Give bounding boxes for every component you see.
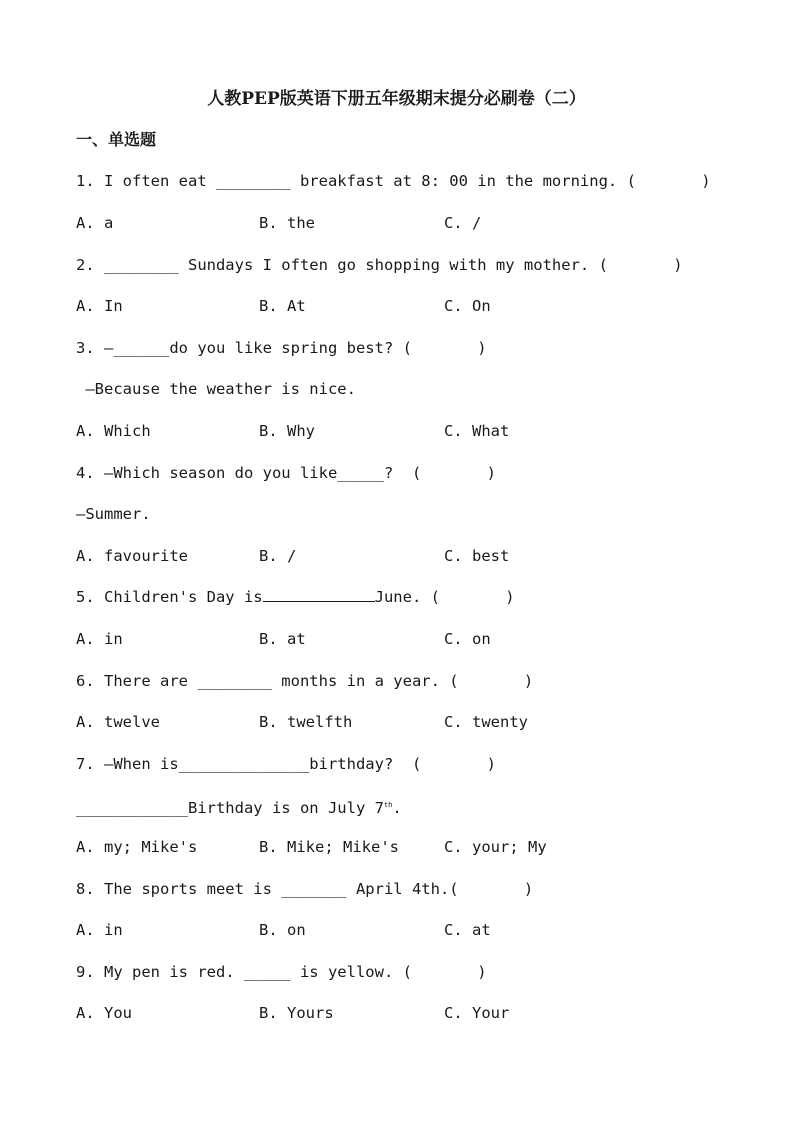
question-8: 8. The sports meet is _______ April 4th.( ) (76, 880, 534, 898)
q4-option-b: B. / (259, 547, 297, 565)
q6-option-c: C. twenty (444, 713, 528, 731)
question-4: 4. —Which season do you like_____? ( ) (76, 464, 496, 482)
q1-option-b: B. the (259, 214, 315, 232)
q3-option-b: B. Why (259, 422, 315, 440)
q5-option-b: B. at (259, 630, 306, 648)
section-heading: 一、单选题 (76, 130, 157, 149)
q4-option-a: A. favourite (76, 547, 188, 565)
q2-option-b: B. At (259, 297, 306, 315)
question-3: 3. —______do you like spring best? ( ) (76, 339, 487, 357)
q1-option-a: A. a (76, 214, 114, 232)
ordinal-suffix: th (383, 801, 393, 809)
q5-option-a: A. in (76, 630, 123, 648)
question-5-part-a: 5. Children's Day is (76, 588, 263, 606)
q6-option-b: B. twelfth (259, 713, 353, 731)
q1-option-c: C. / (444, 214, 482, 232)
question-7-reply-end: . (392, 799, 402, 818)
question-3-reply: —Because the weather is nice. (76, 380, 356, 398)
q3-option-a: A. Which (76, 422, 151, 440)
q2-option-a: A. In (76, 297, 123, 315)
question-5 (76, 587, 515, 607)
q9-option-c: C. Your (444, 1004, 510, 1022)
question-6: 6. There are ________ months in a year. ( ) (76, 672, 534, 690)
question-5-part-b: June. ( ) (374, 588, 515, 606)
question-7-reply-text: ____________Birthday is on July 7 (76, 799, 384, 818)
question-4-reply: —Summer. (76, 505, 151, 523)
q3-option-c: C. What (444, 422, 510, 440)
q4-option-c: C. best (444, 547, 510, 565)
q9-option-a: A. You (76, 1004, 132, 1022)
q8-option-b: B. on (259, 921, 306, 939)
q5-option-c: C. on (444, 630, 491, 648)
question-7: 7. —When is______________birthday? ( ) (76, 755, 496, 773)
question-1: 1. I often eat ________ breakfast at 8: 00 in the morning. ( ) (76, 172, 711, 190)
q2-option-c: C. On (444, 297, 491, 315)
question-9: 9. My pen is red. _____ is yellow. ( ) (76, 963, 487, 981)
q8-option-c: C. at (444, 921, 491, 939)
q7-option-c: C. your; My (444, 838, 547, 856)
q8-option-a: A. in (76, 921, 123, 939)
q6-option-a: A. twelve (76, 713, 160, 731)
answer-blank (263, 587, 375, 602)
q7-option-a: A. my; Mike's (76, 838, 198, 856)
question-2: 2. ________ Sundays I often go shopping with my mother. ( ) (76, 256, 683, 274)
page-title: 人教PEP版英语下册五年级期末提分必刷卷（二） (207, 89, 586, 109)
q7-option-b: B. Mike; Mike's (259, 838, 399, 856)
question-7-reply (76, 795, 402, 818)
q9-option-b: B. Yours (259, 1004, 334, 1022)
